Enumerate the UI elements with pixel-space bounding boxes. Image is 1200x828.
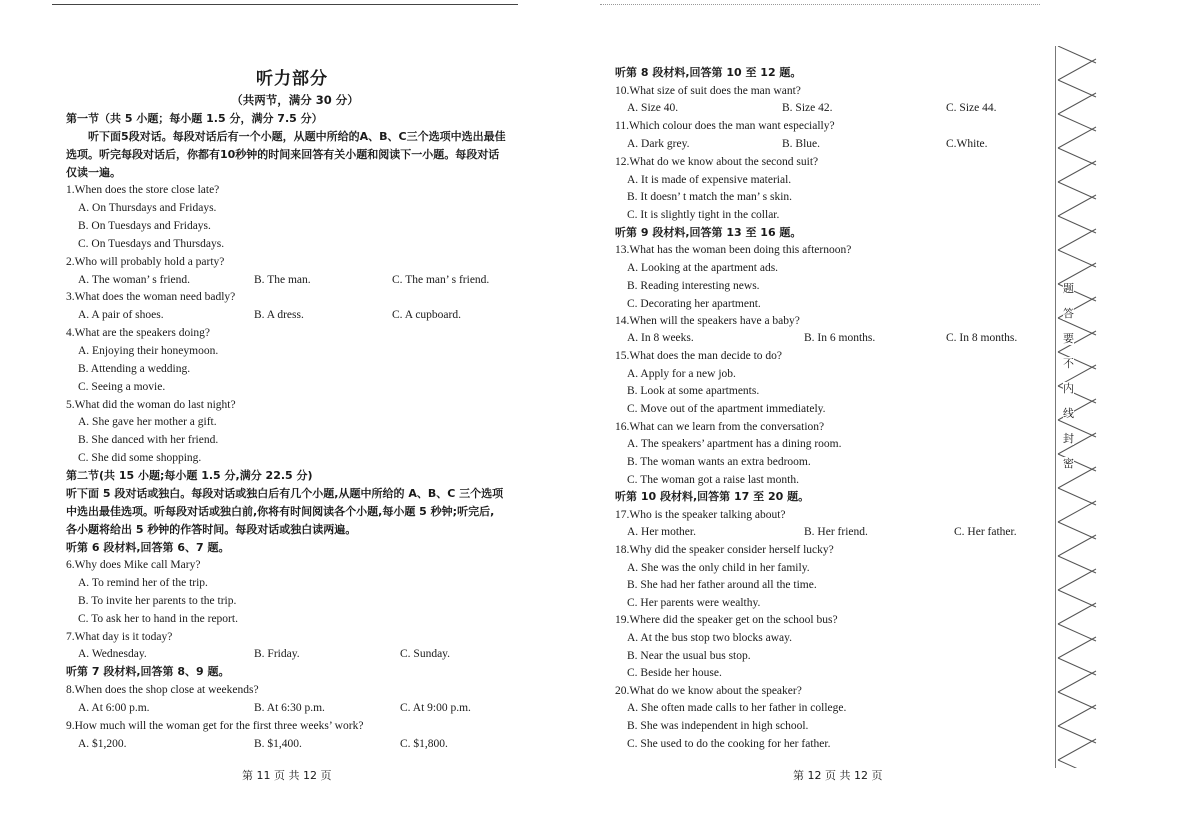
question-19: 19.Where did the speaker get on the school bus? [615,614,838,626]
option-18b: B. She had her father around all the time. [627,579,817,591]
option-1b: B. On Tuesdays and Fridays. [78,220,211,232]
option-13b: B. Reading interesting news. [627,280,760,292]
option-5b: B. She danced with her friend. [78,434,219,446]
option-18a: A. She was the only child in her family. [627,562,810,574]
material-9-header: 听第 9 段材料,回答第 13 至 16 题。 [615,226,802,239]
question-15: 15.What does the man decide to do? [615,350,783,362]
question-8: 8.When does the shop close at weekends? [66,684,259,696]
option-8c: C. At 9:00 p.m. [400,702,471,714]
option-5c: C. She did some shopping. [78,452,202,464]
question-1: 1.When does the store close late? [66,184,220,196]
option-16a: A. The speakers’ apartment has a dining room. [627,438,842,450]
option-7a: A. Wednesday. [78,648,147,660]
seal-char-5: 内 [1063,382,1074,395]
section2-header: 第二节(共 15 小题;每小题 1.5 分,满分 22.5 分) [66,469,313,482]
option-14b: B. In 6 months. [804,332,876,344]
seal-char-8: 密 [1063,457,1074,470]
option-4c: C. Seeing a movie. [78,381,166,393]
option-20b: B. She was independent in high school. [627,720,809,732]
option-9a: A. $1,200. [78,738,127,750]
seal-char-7: 封 [1063,432,1074,445]
option-3c: C. A cupboard. [392,309,461,321]
option-17b: B. Her friend. [804,526,868,538]
material-6-header: 听第 6 段材料,回答第 6、7 题。 [66,541,230,554]
option-2b: B. The man. [254,274,311,286]
option-7b: B. Friday. [254,648,300,660]
question-12: 12.What do we know about the second suit? [615,156,819,168]
option-10a: A. Size 40. [627,102,679,114]
section1-instructions-line2: 选项。听完每段对话后，你都有10秒钟的时间来回答有关小题和阅读下一小题。每段对话 [66,148,500,161]
material-10-header: 听第 10 段材料,回答第 17 至 20 题。 [615,490,810,503]
option-19b: B. Near the usual bus stop. [627,650,751,662]
option-2c: C. The man’ s friend. [392,274,490,286]
option-12c: C. It is slightly tight in the collar. [627,209,780,221]
seal-char-6: 线 [1063,407,1074,420]
section2-instructions-line3: 各小题将给出 5 秒钟的作答时间。每段对话或独白读两遍。 [66,523,357,536]
option-13c: C. Decorating her apartment. [627,298,761,310]
question-14: 14.When will the speakers have a baby? [615,315,800,327]
section1-instructions-line3: 仅读一遍。 [66,166,121,179]
option-8b: B. At 6:30 p.m. [254,702,325,714]
option-18c: C. Her parents were wealthy. [627,597,761,609]
question-2: 2.Who will probably hold a party? [66,256,225,268]
option-9c: C. $1,800. [400,738,448,750]
option-13a: A. Looking at the apartment ads. [627,262,779,274]
option-20c: C. She used to do the cooking for her father. [627,738,831,750]
question-3: 3.What does the woman need badly? [66,291,236,303]
question-4: 4.What are the speakers doing? [66,327,211,339]
option-15a: A. Apply for a new job. [627,368,736,380]
option-5a: A. She gave her mother a gift. [78,416,217,428]
option-6a: A. To remind her of the trip. [78,577,208,589]
top-rule [52,4,518,5]
seal-char-3: 要 [1063,332,1074,345]
option-3b: B. A dress. [254,309,304,321]
top-rule-right [600,4,1040,5]
option-15c: C. Move out of the apartment immediately. [627,403,826,415]
page-title: 听力部分 [256,69,328,89]
section1-instructions-line1: 听下面5段对话。每段对话后有一个小题，从题中所给的A、B、C三个选项中选出最佳 [88,130,506,143]
option-7c: C. Sunday. [400,648,451,660]
binding-seal-margin [1055,46,1100,768]
option-19c: C. Beside her house. [627,667,722,679]
question-5: 5.What did the woman do last night? [66,399,236,411]
option-20a: A. She often made calls to her father in college. [627,702,847,714]
option-1c: C. On Tuesdays and Thursdays. [78,238,225,250]
option-17a: A. Her mother. [627,526,696,538]
option-1a: A. On Thursdays and Fridays. [78,202,217,214]
option-4a: A. Enjoying their honeymoon. [78,345,219,357]
page-subtitle: （共两节，满分 30 分） [231,93,359,107]
option-15b: B. Look at some apartments. [627,385,760,397]
question-20: 20.What do we know about the speaker? [615,685,802,697]
option-10b: B. Size 42. [782,102,833,114]
question-6: 6.Why does Mike call Mary? [66,559,201,571]
question-17: 17.Who is the speaker talking about? [615,509,786,521]
option-16b: B. The woman wants an extra bedroom. [627,456,811,468]
option-6c: C. To ask her to hand in the report. [78,613,238,625]
page-footer-right: 第 12 页 共 12 页 [793,769,883,782]
section2-instructions-line2: 中选出最佳选项。听每段对话或独白前,你将有时间阅读各个小题,每小题 5 秒钟;听完后, [66,505,495,518]
option-17c: C. Her father. [954,526,1017,538]
question-11: 11.Which colour does the man want especially? [615,120,835,132]
option-12b: B. It doesn’ t match the man’ s skin. [627,191,793,203]
seal-char-2: 答 [1063,307,1074,320]
seal-char-4: 不 [1063,357,1074,370]
option-9b: B. $1,400. [254,738,302,750]
option-8a: A. At 6:00 p.m. [78,702,150,714]
material-7-header: 听第 7 段材料,回答第 8、9 题。 [66,665,230,678]
option-4b: B. Attending a wedding. [78,363,191,375]
material-8-header: 听第 8 段材料,回答第 10 至 12 题。 [615,66,802,79]
option-10c: C. Size 44. [946,102,997,114]
question-13: 13.What has the woman been doing this afternoon? [615,244,852,256]
option-14a: A. In 8 weeks. [627,332,694,344]
option-6b: B. To invite her parents to the trip. [78,595,237,607]
section1-header: 第一节（共 5 小题；每小题 1.5 分，满分 7.5 分） [66,112,323,125]
question-7: 7.What day is it today? [66,631,173,643]
page-footer-left: 第 11 页 共 12 页 [242,769,332,782]
question-18: 18.Why did the speaker consider herself lucky? [615,544,834,556]
option-11a: A. Dark grey. [627,138,690,150]
option-2a: A. The woman’ s friend. [78,274,190,286]
question-9: 9.How much will the woman get for the first three weeks’ work? [66,720,364,732]
option-12a: A. It is made of expensive material. [627,174,792,186]
option-14c: C. In 8 months. [946,332,1018,344]
question-16: 16.What can we learn from the conversation? [615,421,825,433]
seal-char-1: 题 [1063,282,1074,295]
option-3a: A. A pair of shoes. [78,309,164,321]
option-11c: C.White. [946,138,988,150]
option-11b: B. Blue. [782,138,821,150]
option-19a: A. At the bus stop two blocks away. [627,632,793,644]
option-16c: C. The woman got a raise last month. [627,474,799,486]
question-10: 10.What size of suit does the man want? [615,85,801,97]
section2-instructions-line1: 听下面 5 段对话或独白。每段对话或独白后有几个小题,从题中所给的 A、B、C 三个选项 [66,487,504,500]
